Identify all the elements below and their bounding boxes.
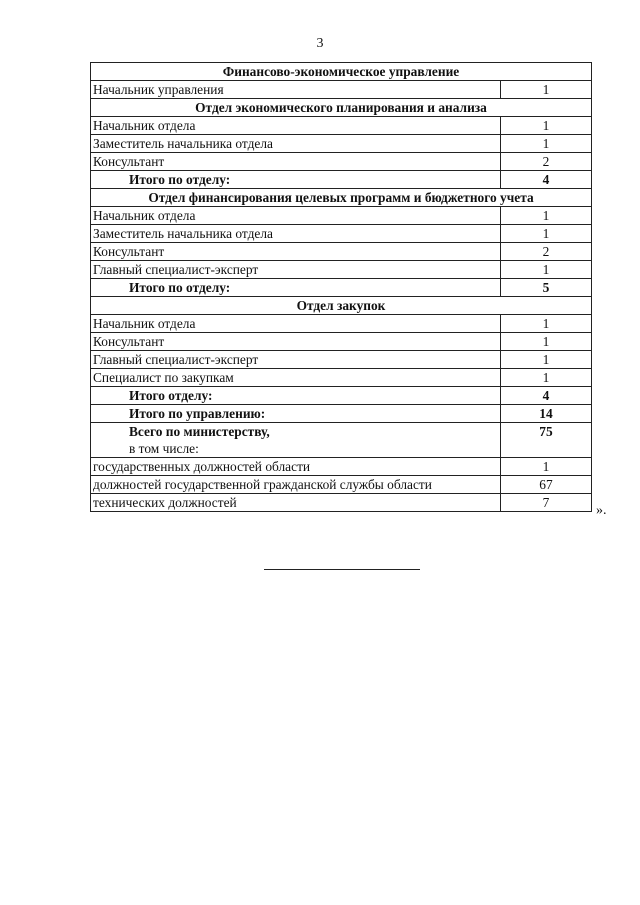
table-row bbox=[91, 153, 592, 171]
position-count: 1 bbox=[501, 225, 592, 243]
table-row bbox=[91, 135, 592, 153]
section-total-row bbox=[91, 387, 592, 405]
management-total-value: 14 bbox=[501, 405, 592, 423]
table-row bbox=[91, 261, 592, 279]
total-value: 4 bbox=[501, 387, 592, 405]
table-row bbox=[91, 207, 592, 225]
ministry-total-value: 75 bbox=[501, 423, 592, 458]
section-total-row bbox=[91, 171, 592, 189]
breakdown-name: должностей государственной гражданской службы области bbox=[91, 476, 501, 494]
position-count: 1 bbox=[501, 81, 592, 99]
management-total-label: Итого по управлению: bbox=[91, 405, 501, 423]
section-header bbox=[91, 63, 592, 81]
section-title: Финансово-экономическое управление bbox=[91, 63, 592, 81]
position-name: Консультант bbox=[91, 243, 501, 261]
staffing-table bbox=[90, 62, 592, 512]
ministry-total-cell bbox=[91, 423, 501, 458]
breakdown-name: государственных должностей области bbox=[91, 458, 501, 476]
breakdown-value: 7 bbox=[501, 494, 592, 512]
end-divider-line bbox=[264, 569, 420, 570]
ministry-total-sub: в том числе: bbox=[129, 441, 199, 456]
total-label: Итого по отделу: bbox=[91, 171, 501, 189]
section-total-row bbox=[91, 279, 592, 297]
closing-quote-mark: ». bbox=[596, 503, 607, 518]
breakdown-row bbox=[91, 494, 592, 512]
section-header bbox=[91, 297, 592, 315]
position-count: 1 bbox=[501, 135, 592, 153]
breakdown-value: 1 bbox=[501, 458, 592, 476]
table-row bbox=[91, 225, 592, 243]
table-row bbox=[91, 117, 592, 135]
table-row bbox=[91, 369, 592, 387]
position-name: Начальник отдела bbox=[91, 207, 501, 225]
position-count: 1 bbox=[501, 333, 592, 351]
position-name: Главный специалист-эксперт bbox=[91, 351, 501, 369]
position-name: Консультант bbox=[91, 333, 501, 351]
page-number: 3 bbox=[316, 36, 324, 51]
position-name: Заместитель начальника отдела bbox=[91, 135, 501, 153]
breakdown-row bbox=[91, 476, 592, 494]
total-value: 4 bbox=[501, 171, 592, 189]
ministry-total-label: Всего по министерству, bbox=[129, 424, 270, 439]
total-label: Итого по отделу: bbox=[91, 279, 501, 297]
position-count: 2 bbox=[501, 243, 592, 261]
position-count: 1 bbox=[501, 207, 592, 225]
section-header bbox=[91, 189, 592, 207]
table-row bbox=[91, 81, 592, 99]
position-count: 1 bbox=[501, 261, 592, 279]
breakdown-name: технических должностей bbox=[91, 494, 501, 512]
position-count: 1 bbox=[501, 315, 592, 333]
position-count: 1 bbox=[501, 351, 592, 369]
total-label: Итого отделу: bbox=[91, 387, 501, 405]
position-count: 1 bbox=[501, 369, 592, 387]
position-name: Специалист по закупкам bbox=[91, 369, 501, 387]
position-name: Начальник управления bbox=[91, 81, 501, 99]
position-count: 1 bbox=[501, 117, 592, 135]
section-title: Отдел закупок bbox=[91, 297, 592, 315]
breakdown-value: 67 bbox=[501, 476, 592, 494]
section-header bbox=[91, 99, 592, 117]
table-row bbox=[91, 351, 592, 369]
section-title: Отдел финансирования целевых программ и бюджетного учета bbox=[91, 189, 592, 207]
breakdown-row bbox=[91, 458, 592, 476]
position-name: Начальник отдела bbox=[91, 117, 501, 135]
section-title: Отдел экономического планирования и анализа bbox=[91, 99, 592, 117]
position-name: Заместитель начальника отдела bbox=[91, 225, 501, 243]
ministry-total-row bbox=[91, 423, 592, 458]
position-name: Консультант bbox=[91, 153, 501, 171]
position-name: Начальник отдела bbox=[91, 315, 501, 333]
total-value: 5 bbox=[501, 279, 592, 297]
table-row bbox=[91, 333, 592, 351]
management-total-row bbox=[91, 405, 592, 423]
position-count: 2 bbox=[501, 153, 592, 171]
position-name: Главный специалист-эксперт bbox=[91, 261, 501, 279]
table-row bbox=[91, 315, 592, 333]
table-row bbox=[91, 243, 592, 261]
